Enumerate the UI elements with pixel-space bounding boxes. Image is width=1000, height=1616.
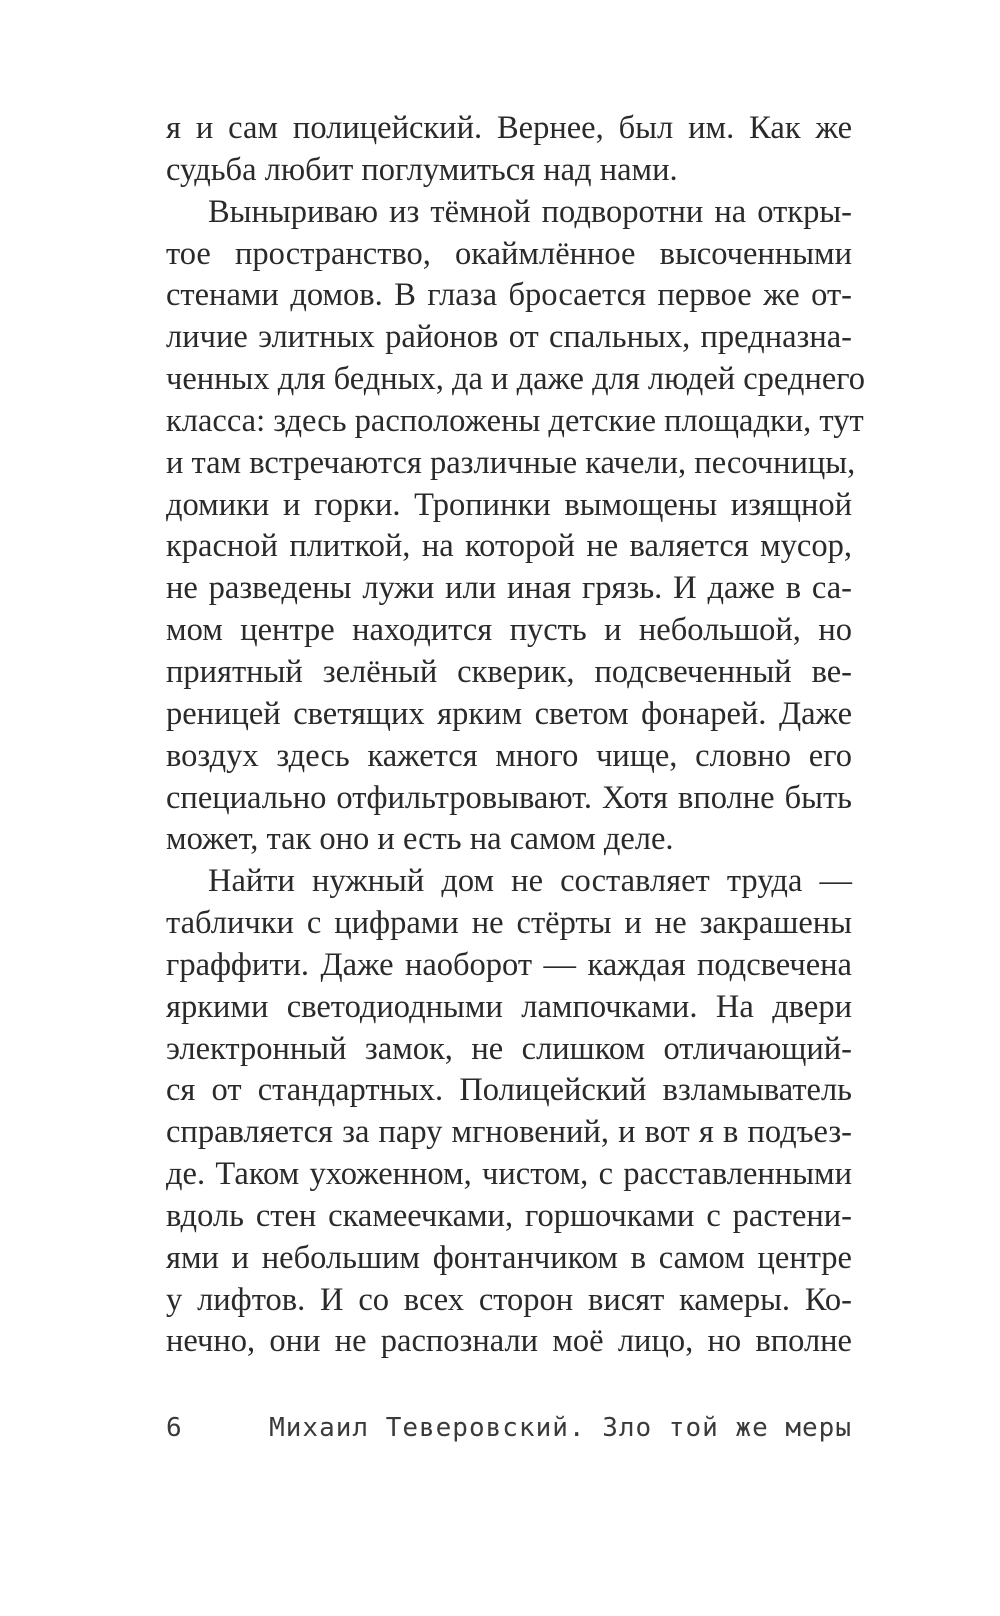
text-line: ся от стандартных. Полицейский взламыватель bbox=[166, 1072, 852, 1109]
text-line: ями и небольшим фонтанчиком в самом центре bbox=[166, 1239, 852, 1276]
text-line: красной плиткой, на которой не валяется мусор, bbox=[166, 528, 852, 565]
text-line: не разведены лужи или иная грязь. И даже в са- bbox=[166, 570, 852, 607]
body-text bbox=[166, 108, 866, 1363]
text-line: и там встречаются различные качели, песочницы, bbox=[166, 444, 856, 481]
text-line: может, так оно и есть на самом деле. bbox=[166, 821, 674, 858]
text-line: де. Таком ухоженном, чистом, с расставленными bbox=[166, 1156, 852, 1193]
text-line: приятный зелёный скверик, подсвеченный ве- bbox=[166, 653, 852, 690]
text-line: домики и горки. Тропинки вымощены изящной bbox=[166, 486, 852, 523]
text-line: тое пространство, окаймлённое высоченными bbox=[166, 235, 852, 272]
text-line: электронный замок, не слишком отличающий- bbox=[166, 1030, 852, 1067]
text-line: реницей светящих ярким светом фонарей. Даже bbox=[166, 695, 852, 732]
text-line: Выныриваю из тёмной подворотни на откры- bbox=[208, 193, 852, 230]
text-line: стенами домов. В глаза бросается первое же от- bbox=[166, 277, 852, 314]
text-line: Найти нужный дом не составляет труда — bbox=[208, 863, 852, 900]
text-line: таблички с цифрами не стёрты и не закрашены bbox=[166, 905, 852, 942]
text-line: воздух здесь кажется много чище, словно его bbox=[166, 737, 852, 774]
text-line: нечно, они не распознали моё лицо, но вполне bbox=[166, 1323, 852, 1360]
text-line: вдоль стен скамеечками, горшочками с растени- bbox=[166, 1197, 852, 1234]
running-title: Михаил Теверовский. Зло той же меры bbox=[269, 1413, 852, 1443]
text-line: класса: здесь расположены детские площадки, тут bbox=[166, 402, 864, 439]
text-line: специально отфильтровывают. Хотя вполне быть bbox=[166, 779, 852, 816]
text-line: граффити. Даже наоборот — каждая подсвечена bbox=[166, 946, 852, 983]
text-line: личие элитных районов от спальных, предназна- bbox=[166, 319, 852, 356]
text-line: судьба любит поглумиться над нами. bbox=[166, 151, 678, 188]
text-line: яркими светодиодными лампочками. На двери bbox=[166, 988, 852, 1025]
text-line: мом центре находится пусть и небольшой, но bbox=[166, 612, 852, 649]
text-line: справляется за пару мгновений, и вот я в подъез- bbox=[166, 1114, 852, 1151]
page-footer bbox=[166, 1413, 852, 1443]
page-number: 6 bbox=[166, 1413, 183, 1443]
text-line: ченных для бедных, да и даже для людей среднего bbox=[166, 361, 866, 398]
text-line: у лифтов. И со всех сторон висят камеры. Ко- bbox=[166, 1281, 852, 1318]
text-line: я и сам полицейский. Вернее, был им. Как же bbox=[166, 110, 852, 146]
